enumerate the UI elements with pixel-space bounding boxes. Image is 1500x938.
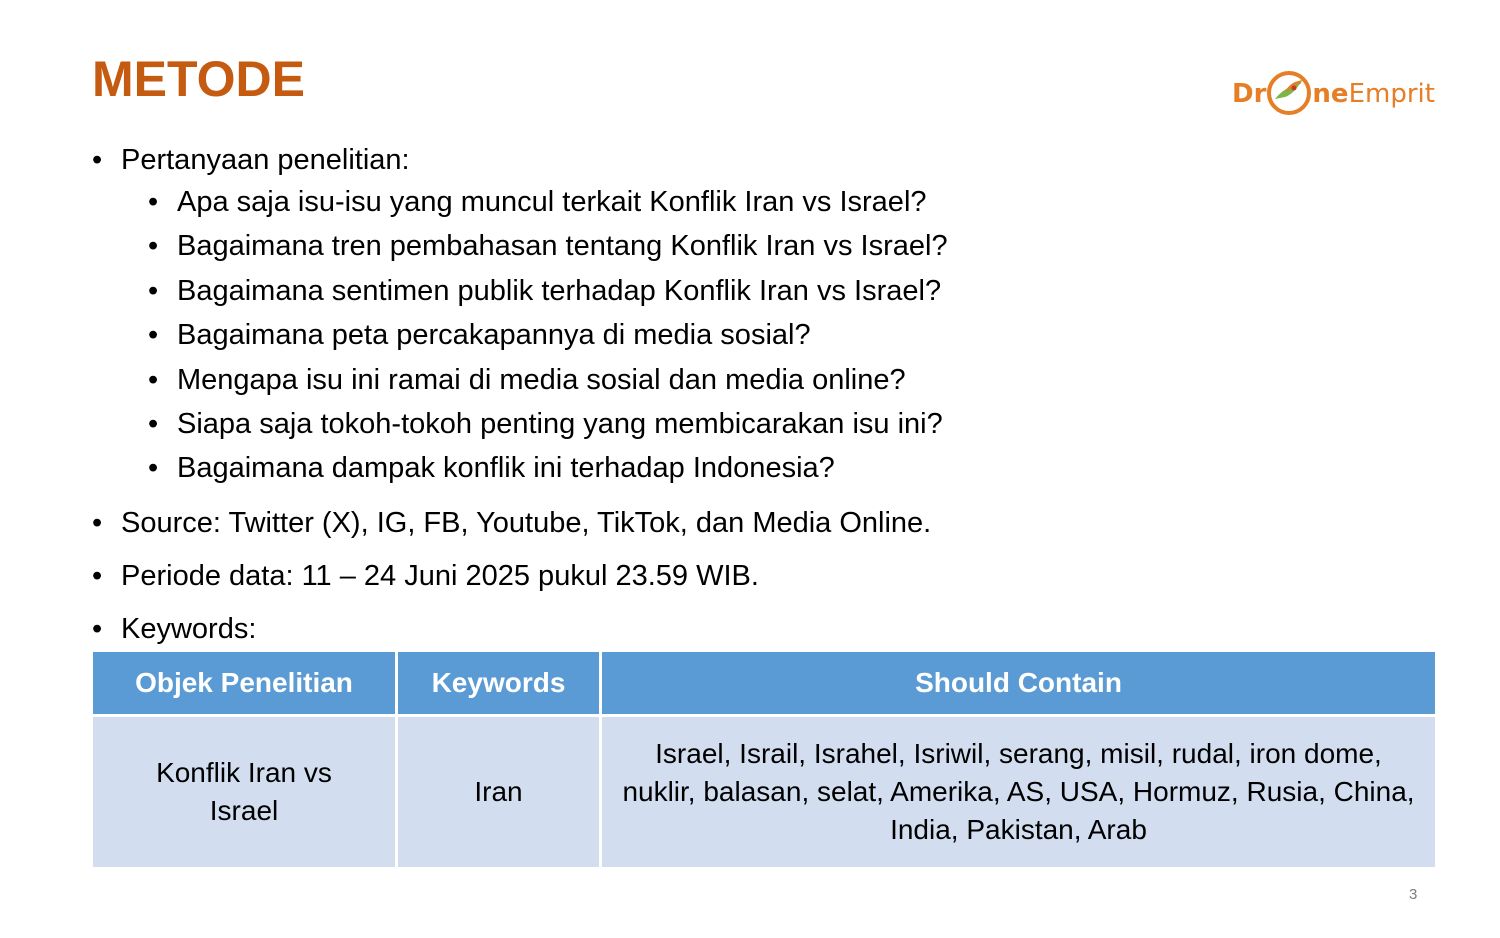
question-item: • Bagaimana dampak konflik ini terhadap Indonesia? [92,446,1392,490]
question-item: • Mengapa isu ini ramai di media sosial dan media online? [92,358,1392,402]
logo-text-dr: Dr [1232,79,1267,109]
question-item: • Apa saja isu-isu yang muncul terkait Konflik Iran vs Israel? [92,180,1392,224]
cell-should-contain: Israel, Israil, Israhel, Isriwil, serang, misil, rudal, iron dome, nuklir, balasan, selat, Amerika, AS, USA, Hormuz, Rusia, China, India, Pakistan, Arab [601,716,1437,869]
drone-bird-icon [1265,69,1313,117]
keywords-heading: • Keywords: [92,609,1392,649]
table-header-row [92,651,1437,716]
logo-text-ne: ne [1312,79,1349,109]
cell-keywords: Iran [397,716,601,869]
page-number: 3 [1409,886,1418,903]
bullet-list [92,140,1392,649]
cell-objek: Konflik Iran vs Israel [92,716,397,869]
question-item: • Bagaimana sentimen publik terhadap Konflik Iran vs Israel? [92,269,1392,313]
keywords-table [90,649,1438,870]
source-line: • Source: Twitter (X), IG, FB, Youtube, TikTok, dan Media Online. [92,503,1392,543]
question-item: • Bagaimana peta percakapannya di media sosial? [92,313,1392,357]
period-line: • Periode data: 11 – 24 Juni 2025 pukul 23.59 WIB. [92,556,1392,596]
question-item: • Bagaimana tren pembahasan tentang Konflik Iran vs Israel? [92,224,1392,268]
table-row [92,716,1437,869]
questions-heading: • Pertanyaan penelitian: [92,140,1392,180]
question-item: • Siapa saja tokoh-tokoh penting yang membicarakan isu ini? [92,402,1392,446]
header-objek-penelitian: Objek Penelitian [92,651,397,716]
slide-title: METODE [92,51,305,107]
drone-emprit-logo [1232,64,1442,124]
logo-text-emprit: Emprit [1348,79,1435,109]
header-keywords: Keywords [397,651,601,716]
header-should-contain: Should Contain [601,651,1437,716]
